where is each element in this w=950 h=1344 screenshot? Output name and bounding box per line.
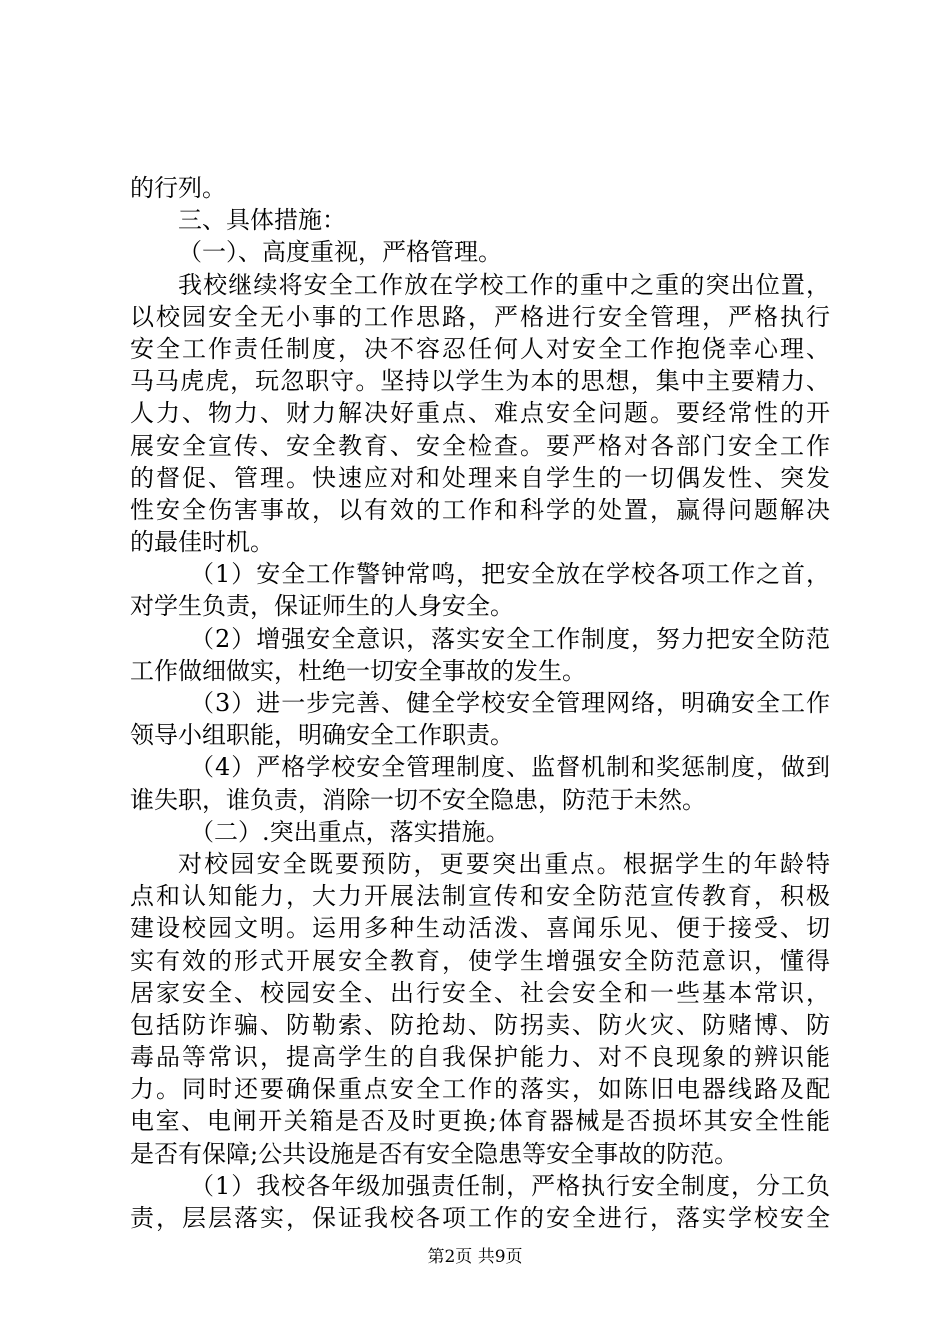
text-line: 工作做细做实，杜绝一切安全事故的发生。 [130, 656, 586, 685]
page-footer: 第2页 共9页 [427, 1247, 523, 1267]
text-line: 以校园安全无小事的工作思路，严格进行安全管理，严格执行 [130, 302, 830, 331]
text-line: 电室、电闸开关箱是否及时更换;体育器械是否损坏其安全性能 [130, 1107, 830, 1136]
text-line: 领导小组职能，明确安全工作职责。 [130, 721, 514, 750]
text-line: 居家安全、校园安全、出行安全、社会安全和一些基本常识， [130, 978, 830, 1007]
text-line: 建设校园文明。运用多种生动活泼、喜闻乐见、便于接受、切 [130, 914, 830, 943]
text-line: 谁失职，谁负责，消除一切不安全隐患，防范于未然。 [130, 785, 706, 814]
text-line: （2）增强安全意识，落实安全工作制度，努力把安全防范 [190, 624, 830, 653]
text-line: 对校园安全既要预防，更要突出重点。根据学生的年龄特 [178, 849, 830, 878]
text-line: 马马虎虎，玩忽职守。坚持以学生为本的思想，集中主要精力、 [130, 367, 830, 396]
text-line: （二）.突出重点，落实措施。 [190, 817, 510, 846]
text-line: 实有效的形式开展安全教育，使学生增强安全防范意识，懂得 [130, 946, 830, 975]
text-line: 点和认知能力，大力开展法制宣传和安全防范宣传教育，积极 [130, 882, 830, 911]
text-line: 毒品等常识，提高学生的自我保护能力、对不良现象的辨识能 [130, 1043, 830, 1072]
text-line: 力。同时还要确保重点安全工作的落实，如陈旧电器线路及配 [130, 1075, 830, 1104]
text-line: 的督促、管理。快速应对和处理来自学生的一切偶发性、突发 [130, 463, 830, 492]
text-line: 三、具体措施： [178, 206, 346, 235]
text-line: 包括防诈骗、防勒索、防抢劫、防拐卖、防火灾、防赌博、防 [130, 1010, 830, 1039]
text-line: 的行列。 [130, 174, 226, 202]
text-line: 展安全宣传、安全教育、安全检查。要严格对各部门安全工作 [130, 431, 830, 460]
text-line: （1）安全工作警钟常鸣，把安全放在学校各项工作之首， [190, 560, 830, 589]
text-line: 对学生负责，保证师生的人身安全。 [130, 592, 514, 621]
text-line: 是否有保障;公共设施是否有安全隐患等安全事故的防范。 [130, 1139, 739, 1168]
text-line: 我校继续将安全工作放在学校工作的重中之重的突出位置， [178, 270, 830, 299]
text-line: 责，层层落实，保证我校各项工作的安全进行，落实学校安全 [130, 1204, 830, 1232]
text-line: （4）严格学校安全管理制度、监督机制和奖惩制度，做到 [190, 753, 830, 782]
text-line: （1）我校各年级加强责任制，严格执行安全制度，分工负 [190, 1171, 830, 1200]
text-line: （一）、高度重视，严格管理。 [178, 238, 502, 267]
document-body [130, 172, 830, 1234]
text-line: 安全工作责任制度，决不容忍任何人对安全工作抱侥幸心理、 [130, 334, 830, 363]
text-line: 人力、物力、财力解决好重点、难点安全问题。要经常性的开 [130, 399, 830, 428]
text-line: （3）进一步完善、健全学校安全管理网络，明确安全工作 [190, 689, 830, 717]
text-line: 的最佳时机。 [130, 528, 274, 557]
text-line: 性安全伤害事故，以有效的工作和科学的处置，赢得问题解决 [130, 495, 830, 524]
